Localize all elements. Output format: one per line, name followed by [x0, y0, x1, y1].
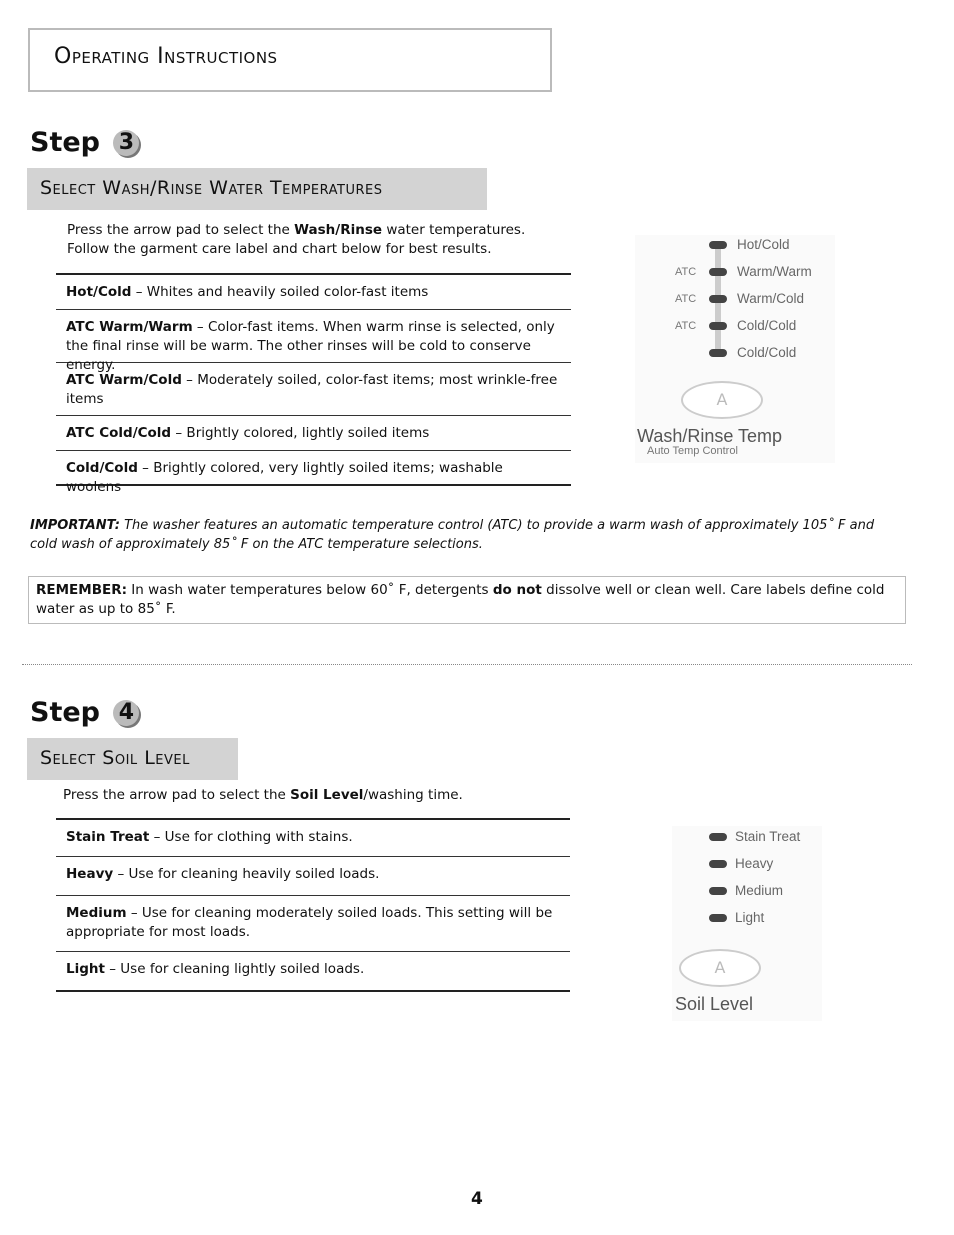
intro-text-end: /washing time.: [363, 787, 463, 803]
remember-box: [28, 576, 906, 624]
important-text: The washer features an automatic temperature control (ATC) to provide a warm wash of approximately 105˚ F and cold wash of approximately 85˚ F on the ATC temperature selections.: [30, 518, 875, 552]
panel-title: Soil Level: [675, 994, 754, 1014]
row-desc: – Use for clothing with stains.: [149, 829, 353, 845]
step-3-label: Step: [30, 127, 100, 158]
table-row: [56, 363, 571, 416]
row-desc: – Moderately soiled, color-fast items; most wrinkle-free items: [66, 372, 558, 407]
temp-option-label: Cold/Cold: [737, 318, 797, 333]
table-row: [56, 310, 571, 373]
led-indicator: [709, 349, 727, 357]
arrow-up-icon: A: [716, 390, 728, 409]
remember-label: REMEMBER:: [36, 582, 128, 598]
table-row: [56, 820, 570, 857]
led-indicator: [709, 322, 727, 330]
step-4-label: Step: [30, 697, 100, 728]
row-desc: – Use for cleaning moderately soiled loads. This setting will be appropriate for most loads.: [66, 905, 553, 940]
table-row: [56, 857, 570, 896]
step-4-section-title: Select Soil Level: [40, 747, 190, 769]
row-desc: – Color-fast items. When warm rinse is selected, only the final rinse will be warm. The other rinses will be cold to conserve energy.: [66, 319, 555, 373]
intro-text: Press the arrow pad to select the: [67, 222, 295, 238]
page-title: Operating Instructions: [54, 44, 278, 69]
row-desc: – Brightly colored, very lightly soiled items; washable woolens: [66, 460, 503, 495]
step-3-number-badge: 3: [113, 130, 139, 156]
temp-option-label: Warm/Cold: [737, 291, 805, 306]
soil-option-label: Light: [735, 910, 765, 925]
important-note: [30, 516, 900, 554]
led-indicator: [709, 241, 727, 249]
temp-option-label: Hot/Cold: [737, 237, 790, 252]
section-divider: [22, 664, 912, 665]
header-box: [28, 28, 552, 92]
temp-option-label: Cold/Cold: [737, 345, 797, 360]
led-indicator: [709, 887, 727, 895]
remember-text-end: dissolve well or clean well. Care labels define cold water as up to 85˚ F.: [36, 582, 885, 617]
soil-level-panel: [672, 826, 822, 1021]
intro-bold: Wash/Rinse: [294, 222, 383, 238]
arrow-up-icon: A: [714, 958, 726, 977]
row-term: Cold/Cold: [66, 460, 138, 476]
step-3-heading: [30, 127, 139, 158]
intro-text: Press the arrow pad to select the: [63, 787, 291, 803]
wash-rinse-temp-panel: [635, 235, 835, 463]
atc-label: ATC: [675, 293, 697, 305]
step-4-number-badge: 4: [113, 700, 139, 726]
step-3-section-bar: [27, 168, 487, 210]
row-desc: – Use for cleaning heavily soiled loads.: [113, 866, 380, 882]
row-desc: – Whites and heavily soiled color-fast items: [131, 284, 429, 300]
led-indicator: [709, 295, 727, 303]
page-number: 4: [471, 1189, 483, 1209]
table-row: [56, 451, 571, 495]
temp-option-label: Warm/Warm: [737, 264, 812, 279]
row-desc: – Use for cleaning lightly soiled loads.: [104, 961, 365, 977]
table-row: [56, 896, 570, 952]
arrow-pad-button: [679, 949, 761, 987]
row-term: Stain Treat: [66, 829, 150, 845]
step-4-heading: [30, 697, 139, 728]
step-3-intro: [67, 221, 567, 259]
atc-label: ATC: [675, 266, 697, 278]
remember-text: In wash water temperatures below 60˚ F, detergents: [127, 582, 493, 598]
atc-label: ATC: [675, 320, 697, 332]
table-row: [56, 416, 571, 451]
led-indicator: [709, 914, 727, 922]
led-indicator: [709, 860, 727, 868]
panel-subtitle: Auto Temp Control: [647, 445, 738, 457]
step-3-section-title: Select Wash/Rinse Water Temperatures: [40, 177, 383, 199]
led-indicator: [709, 833, 727, 841]
step-4-intro: [63, 786, 563, 805]
intro-bold: Soil Level: [290, 787, 364, 803]
row-term: ATC Warm/Cold: [66, 372, 182, 388]
panel-title: Wash/Rinse Temp: [637, 426, 783, 446]
table-row: [56, 275, 571, 310]
soil-option-label: Medium: [735, 883, 784, 898]
arrow-pad-button: [681, 381, 763, 419]
important-label: IMPORTANT:: [30, 518, 120, 533]
led-indicator: [709, 268, 727, 276]
row-term: ATC Warm/Warm: [66, 319, 193, 335]
row-desc: – Brightly colored, lightly soiled items: [171, 425, 430, 441]
step-4-soil-table: [56, 818, 570, 992]
row-term: Hot/Cold: [66, 284, 132, 300]
row-term: Light: [66, 961, 105, 977]
row-term: Heavy: [66, 866, 114, 882]
soil-option-label: Stain Treat: [735, 829, 801, 844]
soil-option-label: Heavy: [735, 856, 774, 871]
table-row: [56, 952, 570, 992]
remember-bold: do not: [492, 582, 542, 598]
intro-text-end: water temperatures. Follow the garment care label and chart below for best results.: [67, 222, 526, 257]
row-term: ATC Cold/Cold: [66, 425, 172, 441]
step-4-section-bar: [27, 738, 238, 780]
row-term: Medium: [66, 905, 127, 921]
step-3-temperature-table: [56, 273, 571, 495]
